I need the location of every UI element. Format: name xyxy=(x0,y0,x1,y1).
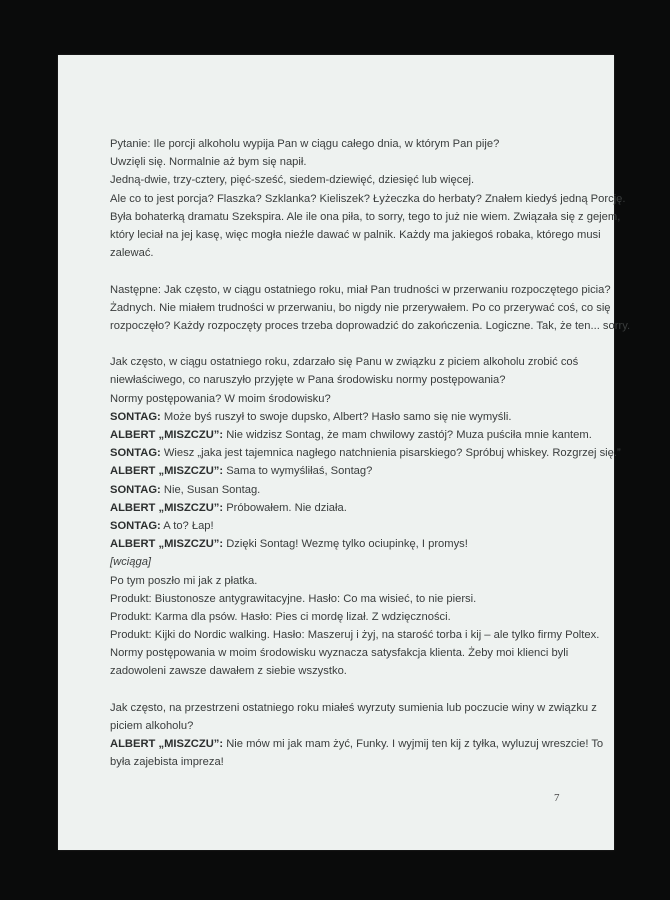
dialogue-line xyxy=(110,735,604,753)
text-line: piciem alkoholu? xyxy=(110,720,194,732)
dialogue-text: Może byś ruszył to swoje dupsko, Albert? Hasło samo się nie wymyśli. xyxy=(160,410,512,423)
speaker-name: SONTAG: xyxy=(110,483,161,496)
text-line: Produkt: Kijki do Nordic walking. Hasło: Maszeruj i żyj, na starość torba i kij – ale tylko firmy Poltex. xyxy=(110,629,600,642)
text-line: zalewać. xyxy=(110,247,154,260)
text-line: Uwzięli się. Normalnie aż bym się napił. xyxy=(110,156,307,169)
dialogue-line xyxy=(110,444,621,462)
page-text xyxy=(110,135,631,772)
dialogue-text: A to? Łap! xyxy=(160,519,214,532)
document-page xyxy=(58,55,631,850)
dialogue-text: Nie, Susan Sontag. xyxy=(160,483,261,496)
speaker-name: ALBERT „MISZCZU”: xyxy=(110,738,224,751)
text-line: Po tym poszło mi jak z płatka. xyxy=(110,574,258,587)
text-line: Pytanie: Ile porcji alkoholu wypija Pan w ciągu całego dnia, w którym Pan pije? xyxy=(110,138,500,150)
stage-direction: [wciąga] xyxy=(110,556,152,569)
text-line: który leciał na jej kasę, więc mogła nieźle dawać w palnik. Każdy ma jakiegoś robaka, którego musi xyxy=(110,228,601,241)
page-number: 7 xyxy=(554,792,560,804)
speaker-name: ALBERT „MISZCZU”: xyxy=(110,501,224,514)
speaker-name: ALBERT „MISZCZU”: xyxy=(110,538,224,551)
dialogue-line xyxy=(110,481,580,499)
speaker-name: SONTAG: xyxy=(110,410,161,423)
dialogue-text: Sama to wymyśliłaś, Sontag? xyxy=(223,465,373,478)
paragraph-gap xyxy=(110,262,580,280)
text-line: Ale co to jest porcja? Flaszka? Szklanka? Kieliszek? Łyżeczka do herbaty? Znałem kiedyś jedną Porcję. xyxy=(110,192,626,205)
text-line: Żadnych. Nie miałem trudności w przerwaniu, bo nigdy nie przerywałem. Po co przerywać coś, co się xyxy=(110,301,611,314)
text-line: zadowoleni zawsze dawałem z siebie wszystko. xyxy=(110,665,347,678)
text-line: Normy postępowania? W moim środowisku? xyxy=(110,392,331,405)
text-line: Jak często, na przestrzeni ostatniego roku miałeś wyrzuty sumienia lub poczucie winy w związku z xyxy=(110,701,597,714)
dialogue-line xyxy=(110,408,580,426)
dialogue-line xyxy=(110,535,580,553)
dialogue-text: Nie mów mi jak mam żyć, Funky. I wyjmij ten kij z tyłka, wyluzuj wreszcie! To xyxy=(223,738,604,751)
dialogue-line xyxy=(110,426,592,444)
text-line: Produkt: Biustonosze antygrawitacyjne. Hasło: Co ma wisieć, to nie piersi. xyxy=(110,592,477,605)
text-line: Jak często, w ciągu ostatniego roku, zdarzało się Panu w związku z piciem alkoholu zrobić coś xyxy=(110,356,579,369)
dialogue-line xyxy=(110,517,580,535)
dialogue-text: Próbowałem. Nie działa. xyxy=(223,501,347,514)
speaker-name: ALBERT „MISZCZU”: xyxy=(110,429,224,441)
paragraph-gap xyxy=(110,335,580,353)
text-line: Produkt: Karma dla psów. Hasło: Pies ci mordę lizał. Z wdzięczności. xyxy=(110,610,451,623)
text-line: Jedną-dwie, trzy-cztery, pięć-sześć, siedem-dziewięć, dziesięć lub więcej. xyxy=(110,174,475,187)
paragraph-gap xyxy=(110,681,580,699)
text-line: Była bohaterką dramatu Szekspira. Ale ile ona piła, to sorry, tego to już nie wiem. Związała się z gejem, xyxy=(110,210,621,223)
text-line: Normy postępowania w moim środowisku wyznacza satysfakcja klienta. Żeby moi klienci byli xyxy=(110,647,569,660)
speaker-name: SONTAG: xyxy=(110,447,161,460)
speaker-name: SONTAG: xyxy=(110,519,161,532)
text-line: Następne: Jak często, w ciągu ostatniego roku, miał Pan trudności w przerwaniu rozpoczętego picia? xyxy=(110,283,611,296)
text-line: rozpoczęło? Każdy rozpoczęty proces trzeba doprowadzić do zakończenia. Logiczne. Tak, że ten... sorry. xyxy=(110,319,631,332)
dialogue-text: Wiesz „jaka jest tajemnica nagłego natchnienia pisarskiego? Spróbuj whiskey. Rozgrzej się.” xyxy=(160,447,621,460)
text-line: była zajebista impreza! xyxy=(110,756,224,769)
speaker-name: ALBERT „MISZCZU”: xyxy=(110,465,224,478)
text-line: niewłaściwego, co naruszyło przyjęte w Pana środowisku normy postępowania? xyxy=(110,374,506,387)
dialogue-line xyxy=(110,462,580,480)
dialogue-text: Dzięki Sontag! Wezmę tylko ociupinkę, I promys! xyxy=(223,538,468,551)
dialogue-line xyxy=(110,499,580,517)
dialogue-text: Nie widzisz Sontag, że mam chwilowy zastój? Muza puściła mnie kantem. xyxy=(223,429,592,441)
